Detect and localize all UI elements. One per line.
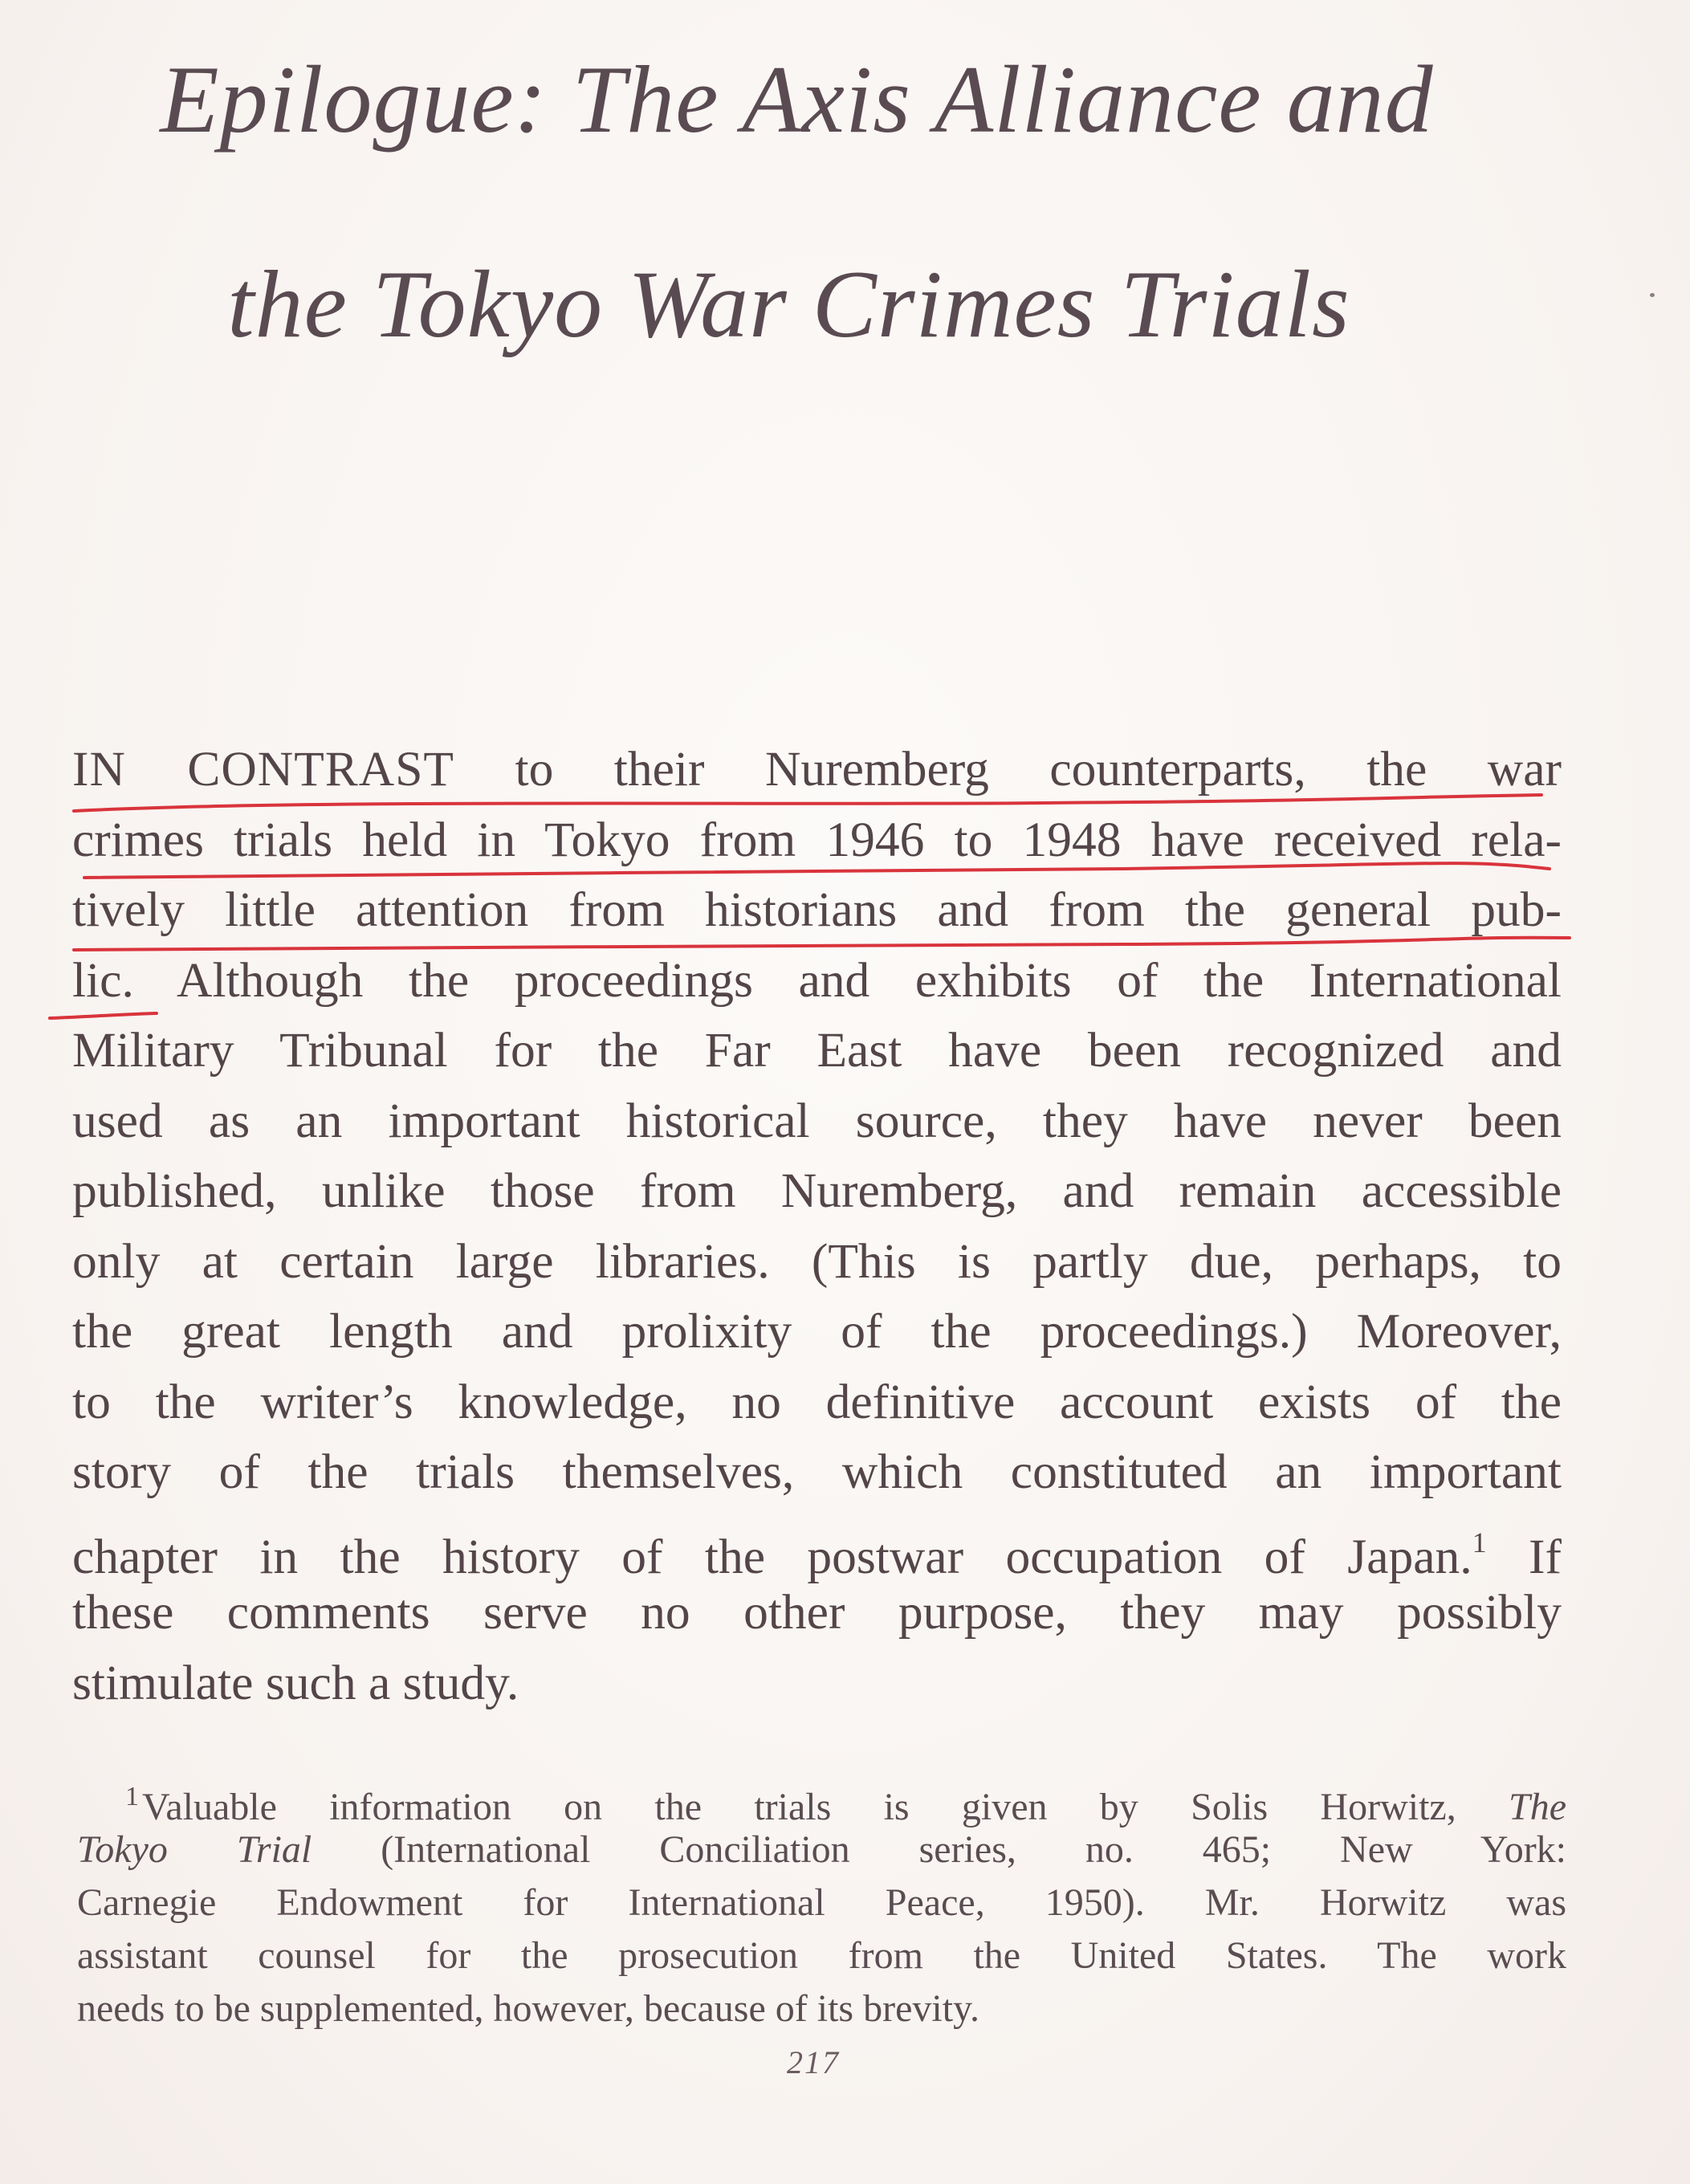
footnote-line-4: assistant counsel for the prosecution from the United States. The work: [77, 1934, 1566, 1977]
body-line-9: the great length and prolixity of the proceedings.) Moreover,: [72, 1304, 1562, 1359]
lead-in-small-caps: IN CONTRAST: [72, 742, 454, 797]
body-paragraph: [72, 735, 1562, 1718]
body-line-7: published, unlike those from Nuremberg, and remain accessible: [72, 1163, 1562, 1218]
footnote-title-part-2: Tokyo Trial: [77, 1828, 312, 1871]
body-line-13: these comments serve no other purpose, they may possibly: [72, 1585, 1562, 1640]
footnote: [77, 1770, 1566, 2035]
body-line-1-text: to their Nuremberg counterparts, the war: [454, 742, 1562, 797]
body-line-5: Military Tribunal for the Far East have been recognized and: [72, 1023, 1562, 1078]
footnote-line-3: Carnegie Endowment for International Peace, 1950). Mr. Horwitz was: [77, 1881, 1566, 1924]
footnote-line-5: needs to be supplemented, however, because of its brevity.: [77, 1987, 979, 2030]
body-line-8: only at certain large libraries. (This is partly due, perhaps, to: [72, 1233, 1562, 1289]
footnote-reference[interactable]: 1: [1472, 1526, 1487, 1559]
body-line-14: stimulate such a study.: [72, 1655, 519, 1710]
body-line-10: to the writer’s knowledge, no definitive account exists of the: [72, 1374, 1562, 1429]
footnote-line-1: [77, 1770, 1566, 1828]
body-line-6: used as an important historical source, they have never been: [72, 1093, 1562, 1148]
body-line-12-text: chapter in the history of the postwar occupation of Japan.: [72, 1529, 1472, 1584]
body-line-12: [72, 1508, 1562, 1584]
body-line-1: [72, 735, 1562, 805]
body-line-12-after: If: [1486, 1529, 1562, 1584]
body-line-11: story of the trials themselves, which constituted an important: [72, 1444, 1562, 1499]
chapter-title-line-1: Epilogue: The Axis Alliance and: [160, 46, 1434, 153]
footnote-line-2-text: (International Conciliation series, no. 465; New York:: [312, 1828, 1567, 1871]
footnote-title-part-1: The: [1509, 1786, 1566, 1828]
dust-speck: [1650, 293, 1655, 297]
footnote-number: 1: [125, 1782, 139, 1811]
footnote-line-1-text: Valuable information on the trials is given by Solis Horwitz,: [142, 1786, 1509, 1828]
chapter-title-line-2: the Tokyo War Crimes Trials: [227, 251, 1350, 357]
page-number: 217: [787, 2044, 840, 2080]
body-line-4: lic. Although the proceedings and exhibits of the International: [72, 952, 1562, 1008]
footnote-line-2: [77, 1823, 1566, 1876]
body-line-2: crimes trials held in Tokyo from 1946 to 1948 have received rela-: [72, 812, 1562, 867]
body-line-3: tively little attention from historians and from the general pub-: [72, 882, 1562, 937]
